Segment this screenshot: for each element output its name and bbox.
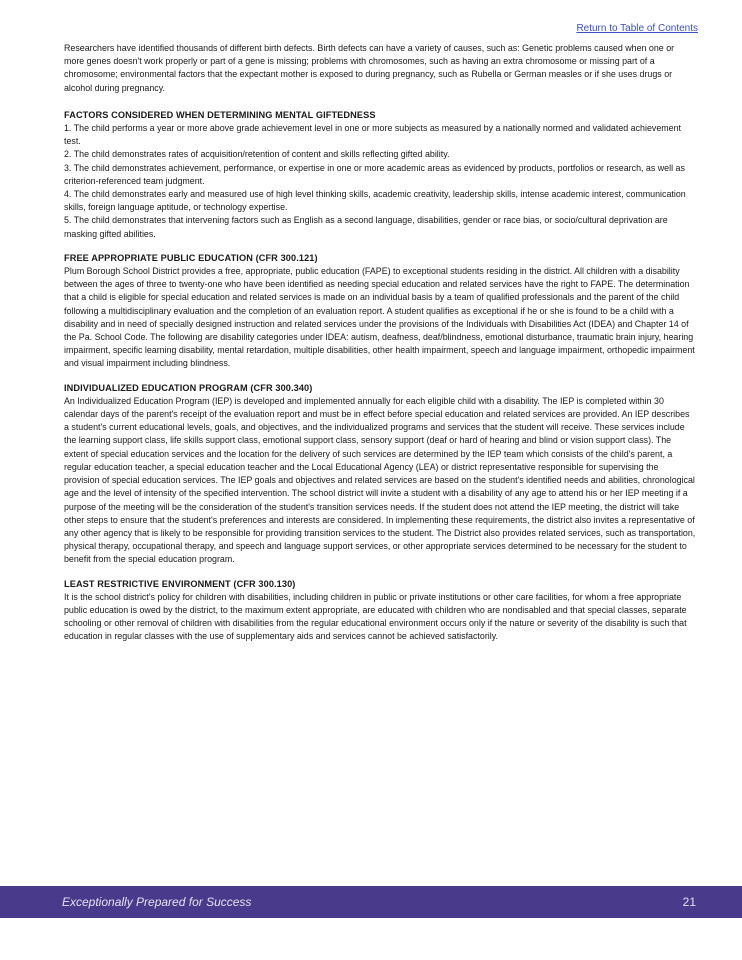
section-heading: LEAST RESTRICTIVE ENVIRONMENT (CFR 300.130) — [64, 578, 296, 589]
criterion-item: 4. The child demonstrates early and measured use of high level thinking skills, academic creativity, leadership skills, intense academic interest, communication skills, foreign language aptitude, or technology expertise. — [64, 189, 686, 213]
criterion-item: 2. The child demonstrates rates of acquisition/retention of content and skills reflecting gifted ability. — [64, 149, 450, 160]
section-heading: INDIVIDUALIZED EDUCATION PROGRAM (CFR 300.340) — [64, 382, 313, 393]
section-heading: FACTORS CONSIDERED WHEN DETERMINING MENTAL GIFTEDNESS — [64, 109, 376, 120]
criterion-item: 5. The child demonstrates that intervening factors such as English as a second language, disabilities, gender or race bias, or socio/cultural deprivation are masking gifted abilities. — [64, 215, 668, 239]
section-mental-giftedness — [64, 109, 696, 241]
section-heading: FREE APPROPRIATE PUBLIC EDUCATION (CFR 300.121) — [64, 252, 318, 263]
section-body: An Individualized Education Program (IEP) is developed and implemented annually for each eligible child with a disability. The IEP is completed within 30 calendar days of the parent's receipt of the evaluation report and must be in effect before special education and related services are provided. An IEP describes a student's current educational levels, goals, and objectives, and the individualized programs and services that the student will receive. These services include the learning support class, life skills support class, emotional support class, sensory support (deaf or hard of hearing and blind or vision support class). The extent of special education services and the location for the delivery of such services are determined by the IEP team which consists of the child's parent, a regular education teacher, a special education teacher and the Local Educational Agency (LEA) or district representative responsible for supervising the provision of special education services. The IEP goals and objectives and related services are based on the student's identified needs and abilities, chronological age and the level of intensity of the specified intervention. The school district will invite a student with a disability of any age to attend his or her IEP meeting if a purpose of the meeting will be the consideration of the student's transition services needs. If the student does not attend the IEP meeting, the district will take other steps to ensure that the student's preferences and interests are considered. In implementing these requirements, the district also invites a representative of any other agency that is likely to be responsible for providing transition services to the student. The District also provides related services, such as transportation, physical therapy, occupational therapy, and speech and language support services, or other appropriate services determined to be necessary for the student to benefit from the special education program. — [64, 395, 696, 565]
section-body: Plum Borough School District provides a free, appropriate, public education (FAPE) to exceptional students residing in the district. All children with a disability between the ages of three to twenty-one who have been identified as needing special education and related services have the right to FAPE. The determination that a child is eligible for special education and related services is made on an individual basis by a team of qualified professionals and the parent of the child following a multidisciplinary evaluation and the completion of an evaluation report. A student qualifies as exceptional if he or she is found to be a child with a disability and in need of specially designed instruction and related services under the provisions of the Individuals with Disabilities Act (IDEA) and Chapter 14 of the Pa. School Code. The following are disability categories under IDEA: autism, deafness, deaf/blindness, emotional disturbance, traumatic brain injury, hearing impairment, specific learning disability, mental retardation, multiple disabilities, other health impairment, speech and language impairment, orthopedic impairment and visual impairment including blindness. — [64, 266, 695, 369]
section-body: It is the school district's policy for children with disabilities, including children in public or private institutions or other care facilities, for whom a free appropriate public education is owed by the district, to the maximum extent appropriate, are educated with children who are nondisabled and that special classes, separate schooling or other removal of children with disabilities from the regular educational environment occurs only if the nature or severity of the disability is such that education in regular classes with the use of supplementary aids and services cannot be achieved satisfactorily. — [64, 591, 687, 642]
footer-band — [0, 886, 742, 918]
page-content — [64, 42, 696, 655]
section-fape — [64, 252, 696, 371]
page-number: 21 — [682, 895, 696, 909]
criterion-item: 3. The child demonstrates achievement, performance, or expertise in one or more academic areas as evidenced by products, portfolios or research, as well as criterion-referenced team judgment. — [64, 162, 685, 186]
return-to-toc-link[interactable]: Return to Table of Contents — [576, 23, 698, 34]
footer-tagline: Exceptionally Prepared for Success — [62, 895, 252, 909]
section-lre — [64, 578, 696, 644]
intro-paragraph: Researchers have identified thousands of different birth defects. Birth defects can have a variety of causes, such as: Genetic problems caused when one or more genes doesn't work properly or part of a gene is missing; problems with chromosomes, such as having an extra chromosome or missing part of a chromosome; environmental factors that the expectant mother is exposed to during pregnancy, such as Rubella or German measles or if she uses drugs or alcohol during pregnancy. — [64, 43, 675, 93]
criterion-item: 1. The child performs a year or more above grade achievement level in one or more subjects as measured by a nationally normed and validated achievement test. — [64, 123, 681, 147]
section-iep — [64, 382, 696, 567]
